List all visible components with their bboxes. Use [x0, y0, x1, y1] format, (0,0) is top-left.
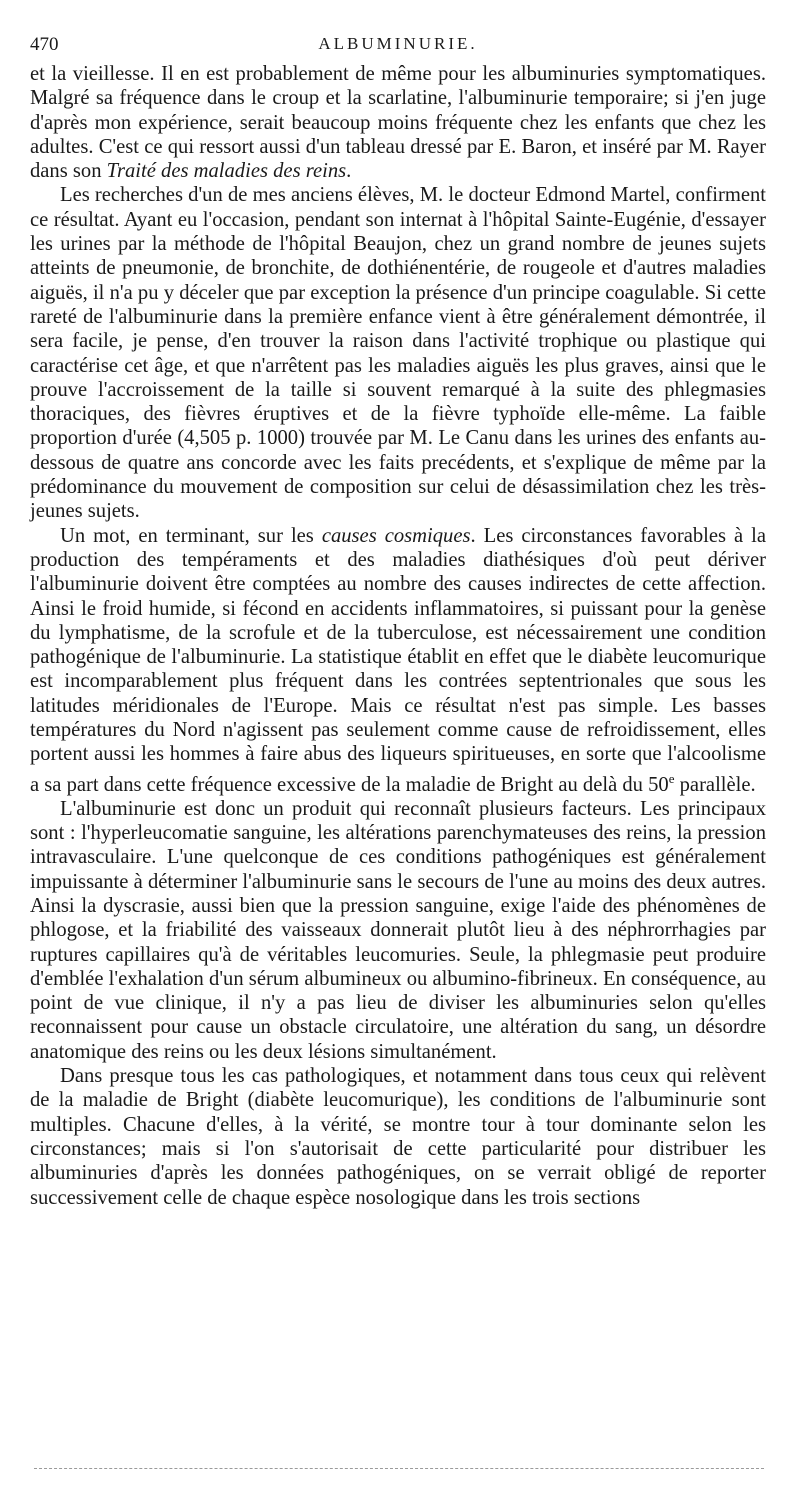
body-text	[30, 62, 766, 1210]
page-header	[30, 26, 766, 62]
text-run: et la vieillesse. Il en est probablement de même pour les albuminuries symptomatiques. Malgré sa fréquence dans le croup et la scarlatine, l'albuminurie temporaire; si j'en juge d'après mon expérience, serait beaucoup moins fréquente chez les enfants que chez les adultes. C'est ce qui ressort aussi d'un tableau dressé par E. Baron, et inséré par M. Rayer dans son	[30, 63, 766, 183]
footer-rule	[34, 1468, 764, 1469]
text-run: Les recherches d'un de mes anciens élèves, M. le docteur Edmond Martel, confirment ce résultat. Ayant eu l'occasion, pendant son internat à l'hôpital Sainte-Eugénie, d'essayer les urines par la méthode de l'hôpital Beaujon, chez un grand nombre de jeunes sujets atteints de pneumonie, de bronchite, de dothiénentérie, de rougeole et d'autres maladies aiguës, il n'a pu y déceler que par exception la présence d'un principe coagulable. Si cette rareté de l'albuminurie dans la première enfance vient à être généralement démontrée, il sera facile, je pense, d'en trouver la raison dans l'activité trophique ou plastique qui caractérise cet âge, et que n'arrêtent pas les maladies aiguës les plus graves, ainsi que le prouve l'accroissement de la taille si souvent remarqué à la suite des phlegmasies thoraciques, des fièvres éruptives et de la fièvre typhoïde elle-même. La faible proportion d'urée (4,505 p. 1000) trouvée par M. Le Canu dans les urines des enfants au-dessous de quatre ans concorde avec les faits precédents, et s'explique de même par la prédominance du mouvement de composition sur celui de désassimilation chez les très-jeunes sujets.	[30, 184, 766, 523]
text-run: . Les circonstances favorables à la production des tempéraments et des maladies diathésiques d'où peut dériver l'albuminurie doivent être comptées au nombre des causes indirectes de cette affection. Ainsi le froid humide, si fécond en accidents inflammatoires, si puissant pour la genèse du lymphatisme, de la scrofule et de la tuberculose, est nécessairement une condition pathogénique de l'albuminurie. La statistique établit en effet que le diabète leucomurique est incomparablement plus fréquent dans les contrées septentrionales que sous les latitudes méridionales de l'Europe. Mais ce résultat n'est pas simple. Les basses températures du Nord n'agissent pas seulement comme cause de refroidissement, elles portent aussi les hommes à faire abus des liqueurs spiritueuses, en sorte que l'alcoolisme a sa part dans cette fréquence excessive de la maladie de Bright au delà du 50	[30, 524, 766, 796]
italic-text: Traité des maladies des reins	[106, 160, 347, 183]
paragraph	[30, 797, 766, 1064]
paragraph	[30, 1064, 766, 1210]
paragraph	[30, 62, 766, 183]
text-run: Un mot, en terminant, sur les	[60, 524, 322, 547]
text-run: parallèle.	[674, 773, 756, 796]
page-number: 470	[30, 34, 59, 55]
running-title: ALBUMINURIE.	[318, 34, 478, 53]
book-page	[30, 26, 766, 1210]
superscript-text: e	[668, 770, 675, 786]
paragraph	[30, 524, 766, 797]
italic-text: causes cosmiques	[321, 524, 471, 547]
text-run: .	[346, 160, 352, 183]
text-run: L'albuminurie est donc un produit qui reconnaît plusieurs facteurs. Les principaux sont : l'hyperleucomatie sanguine, les altérations parenchymateuses des reins, la pression intravasculaire. L'une quelconque de ces conditions pathogéniques est généralement impuissante à déterminer l'albuminurie sans le secours de l'une au moins des deux autres. Ainsi la dyscrasie, aussi bien que la pression sanguine, exige l'aide des phénomènes de phlogose, et la friabilité des vaisseaux donnerait plutôt lieu à des néphrorrhagies par ruptures capillaires qu'à de véritables leucomuries. Seule, la phlegmasie peut produire d'emblée l'exhalation d'un sérum albumineux ou albumino-fibrineux. En conséquence, au point de vue clinique, il n'y a pas lieu de diviser les albuminuries selon qu'elles reconnaissent pour cause un obstacle circulatoire, une altération du sang, un désordre anatomique des reins ou les deux lésions simultanément.	[30, 797, 766, 1063]
paragraph	[30, 183, 766, 523]
text-run: Dans presque tous les cas pathologiques, et notamment dans tous ceux qui relèvent de la maladie de Bright (diabète leucomurique), les conditions de l'albuminurie sont multiples. Chacune d'elles, à la vérité, se montre tour à tour dominante selon les circonstances; mais si l'on s'autorisait de cette particularité pour distribuer les albuminuries d'après les données pathogéniques, on se verrait obligé de reporter successivement celle de chaque espèce nosologique dans les trois sections	[30, 1065, 766, 1209]
